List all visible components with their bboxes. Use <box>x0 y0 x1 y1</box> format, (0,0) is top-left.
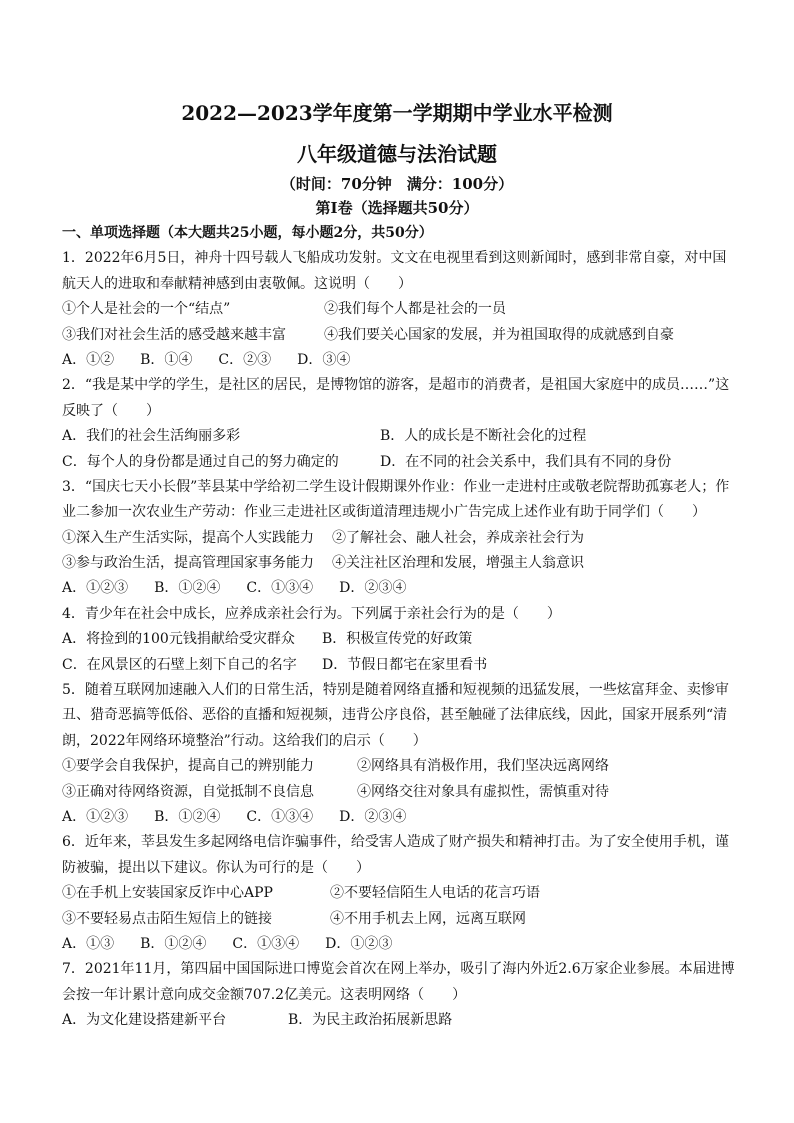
question-4 <box>62 602 738 678</box>
exam-meta: （时间：70分钟 满分：100分） <box>280 175 514 193</box>
statement-item: ②了解社会、融人社会，养成亲社会行为 <box>332 529 584 546</box>
question-1 <box>62 246 738 373</box>
question-stem: 业二参加一次农业生产劳动：作业三走进社区或街道清理违规小广告完成上述作业有助于同学们（ ） <box>62 504 706 521</box>
answer-option-b: B．①④ <box>140 351 193 368</box>
statement-item: ①个人是社会的一个“结点” <box>62 301 231 318</box>
question-stem: 5．随着互联网加速融入人们的日常生活，特别是随着网络直播和短视频的迅猛发展，一些炫富拜金、卖惨审 <box>62 682 729 699</box>
answer-option-c: C．②③ <box>218 351 272 368</box>
statement-item: ③参与政治生活，提高管理国家事务能力 <box>62 555 314 572</box>
answer-option-c: C．①③④ <box>246 580 314 597</box>
statement-item: ②我们每个人都是社会的一员 <box>324 301 506 318</box>
statement-item: ④关注社区治理和发展，增强主人翁意识 <box>332 555 584 572</box>
answer-option-b: B．为民主政治拓展新思路 <box>288 1012 453 1029</box>
answer-option-a: A．①③ <box>62 935 115 952</box>
statement-item: ④网络交往对象具有虚拟性，需慎重对待 <box>357 783 609 800</box>
statement-item: ③我们对社会生活的感受越来越丰富 <box>62 326 286 343</box>
answer-option-d: D．在不同的社会关系中，我们具有不同的身份 <box>380 453 672 470</box>
answer-option-d: D．②③④ <box>339 808 407 825</box>
answer-option-d: D．②③④ <box>339 580 407 597</box>
answer-option-b: B．①②④ <box>154 580 221 597</box>
exam-subtitle: 八年级道德与法治试题 <box>297 142 497 166</box>
answer-option-d: D．节假日都宅在家里看书 <box>322 656 488 673</box>
question-stem: 4．青少年在社会中成长，应养成亲社会行为。下列属于亲社会行为的是（ ） <box>62 605 561 622</box>
question-stem: 防被骗，提出以下建议。你认为可行的是（ ） <box>62 859 370 876</box>
statement-item: ①深入生产生活实际，提高个人实践能力 <box>62 529 314 546</box>
answer-option-b: B．人的成长是不断社会化的过程 <box>380 428 587 445</box>
question-stem: 丑、猎奇恶搞等低俗、恶俗的直播和短视频，违背公序良俗，甚至触碰了法律底线，因此，国家开展系列“清 <box>62 707 728 724</box>
question-stem: 航天人的进取和奉献精神感到由衷敬佩。这说明（ ） <box>62 275 412 292</box>
question-7 <box>62 957 738 1033</box>
answer-option-a: A．①②③ <box>62 580 129 597</box>
exam-title: 2022—2023学年度第一学期期中学业水平检测 <box>181 101 613 125</box>
question-stem: 反映了（ ） <box>62 402 160 419</box>
question-2 <box>62 373 738 475</box>
answer-option-a: A．①② <box>62 351 115 368</box>
answer-option-b: B．积极宣传党的好政策 <box>322 631 473 648</box>
statement-item: ④我们要关心国家的发展，并为祖国取得的成就感到自豪 <box>324 326 674 343</box>
question-stem: 2．“我是某中学的学生，是社区的居民，是博物馆的游客，是超市的消费者，是祖国大家庭中的成员……”这 <box>62 377 730 394</box>
question-stem: 7．2021年11月，第四届中国国际进口博览会首次在网上举办，吸引了海内外近2.6万家企业参展。本届进博 <box>62 961 735 978</box>
answer-option-a: A．为文化建设搭建新平台 <box>62 1012 227 1029</box>
answer-option-c: C．①③④ <box>232 935 300 952</box>
question-stem: 1．2022年6月5日，神舟十四号载人飞船成功发射。文文在电视里看到这则新闻时，感到非常自豪，对中国 <box>62 250 727 267</box>
answer-option-c: C．每个人的身份都是通过自己的努力确定的 <box>62 453 339 470</box>
question-stem: 3．“国庆七天小长假”莘县某中学给初二学生设计假期课外作业：作业一走进村庄或敬老院帮助孤寡老人；作 <box>62 478 730 495</box>
answer-option-d: D．①②③ <box>325 935 393 952</box>
answer-option-c: C．①③④ <box>246 808 314 825</box>
statement-item: ①在手机上安装国家反诈中心APP <box>62 885 273 902</box>
question-stem: 6．近年来，莘县发生多起网络电信诈骗事件，给受害人造成了财产损失和精神打击。为了安全使用手机，谨 <box>62 834 729 851</box>
answer-option-b: B．①②④ <box>140 935 207 952</box>
answer-option-d: D．③④ <box>297 351 351 368</box>
section-heading: 一、单项选择题（本大题共25小题，每小题2分，共50分） <box>62 225 433 241</box>
answer-option-c: C．在风景区的石壁上刻下自己的名字 <box>62 656 297 673</box>
statement-item: ①要学会自我保护，提高自己的辨别能力 <box>62 758 314 775</box>
question-3 <box>62 475 738 602</box>
answer-option-a: A．将捡到的100元钱捐献给受灾群众 <box>62 631 295 648</box>
question-5 <box>62 678 738 830</box>
question-stem: 朗，2022年网络环境整治”行动。这给我们的启示（ ） <box>62 732 427 749</box>
answer-option-a: A．①②③ <box>62 808 129 825</box>
statement-item: ③不要轻易点击陌生短信上的链接 <box>62 910 272 927</box>
statement-item: ②不要轻信陌生人电话的花言巧语 <box>330 885 540 902</box>
question-list <box>62 221 738 1034</box>
question-stem: 会按一年计累计意向成交金额707.2亿美元。这表明网络（ ） <box>62 986 467 1003</box>
question-6 <box>62 830 738 957</box>
statement-item: ③正确对待网络资源，自觉抵制不良信息 <box>62 783 314 800</box>
statement-item: ②网络具有消极作用，我们坚决远离网络 <box>357 758 609 775</box>
answer-option-a: A．我们的社会生活绚丽多彩 <box>62 428 241 445</box>
volume-heading: 第Ⅰ卷（选择题共50分） <box>315 199 479 217</box>
statement-item: ④不用手机去上网，远离互联网 <box>330 910 526 927</box>
answer-option-b: B．①②④ <box>154 808 221 825</box>
